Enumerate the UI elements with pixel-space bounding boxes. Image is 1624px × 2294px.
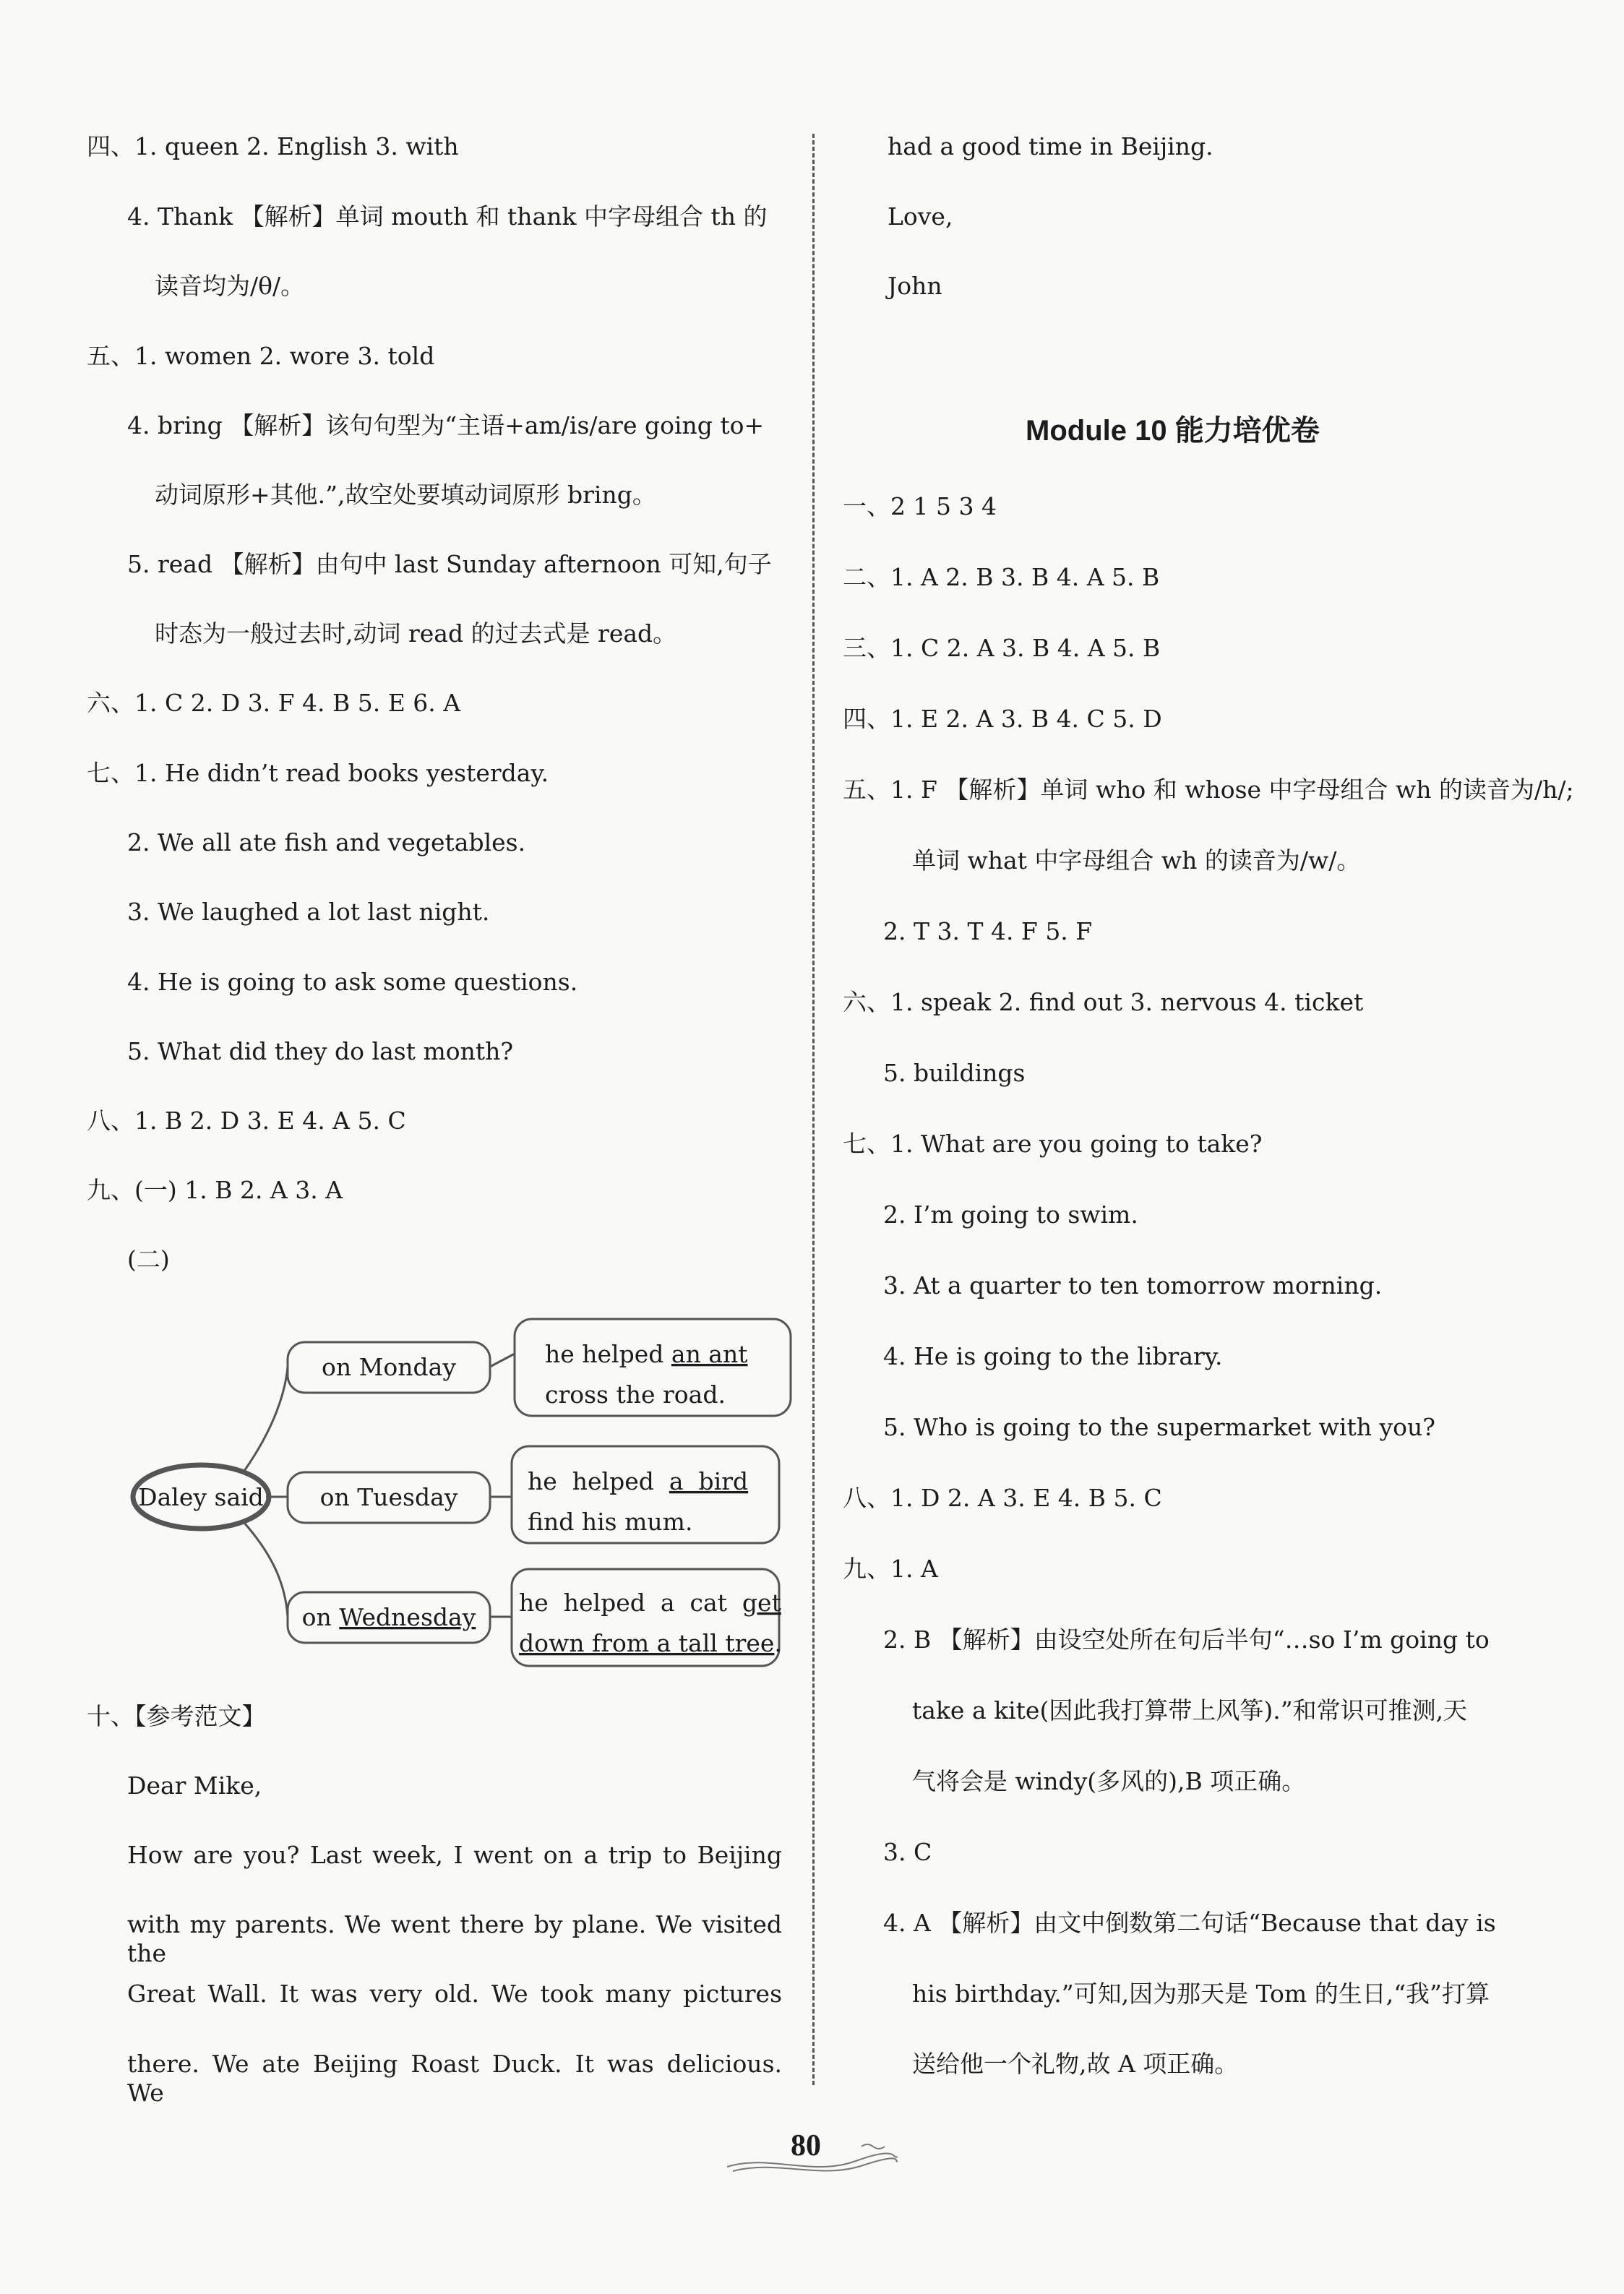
r-section-7-item-4: 4. He is going to the library. [883, 1342, 1223, 1370]
r-section-7-item-5: 5. Who is going to the supermarket with you? [883, 1413, 1435, 1441]
section-7-item-1: 七、1. He didn’t read books yesterday. [87, 759, 549, 787]
section-4-answers: 四、1. queen 2. English 3. with [87, 132, 459, 160]
section-5-item-4-cont: 动词原形+其他.”,故空处要填动词原形 bring。 [155, 481, 656, 509]
section-9-part-2-label: (二) [127, 1245, 170, 1273]
section-9-part-1: 九、(一) 1. B 2. A 3. A [87, 1176, 343, 1204]
section-7-item-4: 4. He is going to ask some questions. [127, 968, 578, 996]
r-section-5-rest: 2. T 3. T 4. F 5. F [883, 917, 1093, 945]
r-section-6: 六、1. speak 2. find out 3. nervous 4. ticket [843, 988, 1364, 1016]
mind-map-diagram [123, 1312, 795, 1680]
section-5-item-5: 5. read 【解析】由句中 last Sunday afternoon 可知,句子 [127, 550, 772, 578]
section-5-item-4: 4. bring 【解析】该句句型为“主语+am/is/are going to+ [127, 411, 765, 439]
day3-label: on Wednesday [301, 1603, 476, 1631]
r-section-9-item-2-cont1: take a kite(因此我打算带上风筝).”和常识可推测,天 [912, 1696, 1468, 1724]
essay-line-5: had a good time in Beijing. [888, 132, 1213, 160]
r-section-9-item-2: 2. B 【解析】由设空处所在句后半句“…so I’m going to [883, 1625, 1490, 1654]
r-section-3: 三、1. C 2. A 3. B 4. A 5. B [843, 634, 1161, 662]
r-section-9-item-4: 4. A 【解析】由文中倒数第二句话“Because that day is [883, 1909, 1496, 1937]
section-7-item-3: 3. We laughed a lot last night. [127, 898, 490, 926]
connector-box1 [490, 1354, 515, 1367]
r-section-4: 四、1. E 2. A 3. B 4. C 5. D [843, 705, 1162, 733]
essay-signature: John [888, 272, 942, 300]
page-number-wave-icon [726, 2132, 899, 2175]
section-10-heading: 十、【参考范文】 [87, 1702, 266, 1730]
essay-line-2: with my parents. We went there by plane. We visited the [127, 1910, 782, 1967]
r-section-7-item-2: 2. I’m going to swim. [883, 1200, 1138, 1229]
section-8-answers: 八、1. B 2. D 3. E 4. A 5. C [87, 1107, 406, 1135]
section-4-item-4: 4. Thank 【解析】单词 mouth 和 thank 中字母组合 th 的 [127, 202, 768, 231]
box3-line2: down from a tall tree. [519, 1629, 782, 1657]
section-5-item-5-cont: 时态为一般过去时,动词 read 的过去式是 read。 [155, 619, 677, 648]
essay-line-3: Great Wall. It was very old. We took many pictures [127, 1980, 782, 2008]
section-6-answers: 六、1. C 2. D 3. F 4. B 5. E 6. A [87, 689, 461, 717]
module-title: Module 10 能力培优卷 [1026, 415, 1320, 447]
connector-monday [244, 1367, 288, 1471]
r-section-2: 二、1. A 2. B 3. B 4. A 5. B [843, 563, 1160, 591]
r-section-7-item-1: 七、1. What are you going to take? [843, 1130, 1263, 1158]
connector-wednesday [244, 1523, 288, 1617]
essay-closing: Love, [888, 202, 953, 231]
r-section-5-item-1-cont: 单词 what 中字母组合 wh 的读音为/w/。 [912, 846, 1361, 875]
r-section-9-item-2-cont2: 气将会是 windy(多风的),B 项正确。 [912, 1767, 1306, 1795]
section-5-answers: 五、1. women 2. wore 3. told [87, 342, 435, 370]
box3-line1: he helped a cat get [519, 1589, 781, 1617]
center-label: Daley said [138, 1483, 264, 1511]
box1-line1: he helped an ant [545, 1340, 748, 1368]
section-4-item-4-cont: 读音均为/θ/。 [155, 272, 305, 300]
box1-line2: cross the road. [545, 1380, 726, 1409]
r-section-5-item-1: 五、1. F 【解析】单词 who 和 whose 中字母组合 wh 的读音为/h/; [843, 776, 1574, 804]
day1-label: on Monday [322, 1353, 456, 1381]
column-divider [812, 134, 815, 2085]
r-section-9-item-4-cont2: 送给他一个礼物,故 A 项正确。 [912, 2050, 1239, 2078]
r-section-1: 一、2 1 5 3 4 [843, 492, 997, 520]
box2-line1: he helped a bird [528, 1467, 749, 1495]
r-section-6-item-5: 5. buildings [883, 1059, 1026, 1087]
day2-label: on Tuesday [319, 1483, 458, 1511]
r-section-9-item-1: 九、1. A [843, 1555, 938, 1583]
essay-line-1: How are you? Last week, I went on a trip to Beijing [127, 1841, 782, 1869]
r-section-8: 八、1. D 2. A 3. E 4. B 5. C [843, 1484, 1162, 1512]
essay-line-4: there. We ate Beijing Roast Duck. It was delicious. We [127, 2050, 782, 2107]
r-section-9-item-4-cont1: his birthday.”可知,因为那天是 Tom 的生日,“我”打算 [912, 1980, 1490, 2008]
r-section-7-item-3: 3. At a quarter to ten tomorrow morning. [883, 1271, 1383, 1299]
section-7-item-2: 2. We all ate fish and vegetables. [127, 828, 526, 856]
page-number: 80 [791, 2129, 821, 2162]
essay-greeting: Dear Mike, [127, 1771, 262, 1800]
box2-line2: find his mum. [528, 1508, 693, 1536]
r-section-9-item-3: 3. C [883, 1838, 932, 1866]
section-7-item-5: 5. What did they do last month? [127, 1037, 514, 1065]
